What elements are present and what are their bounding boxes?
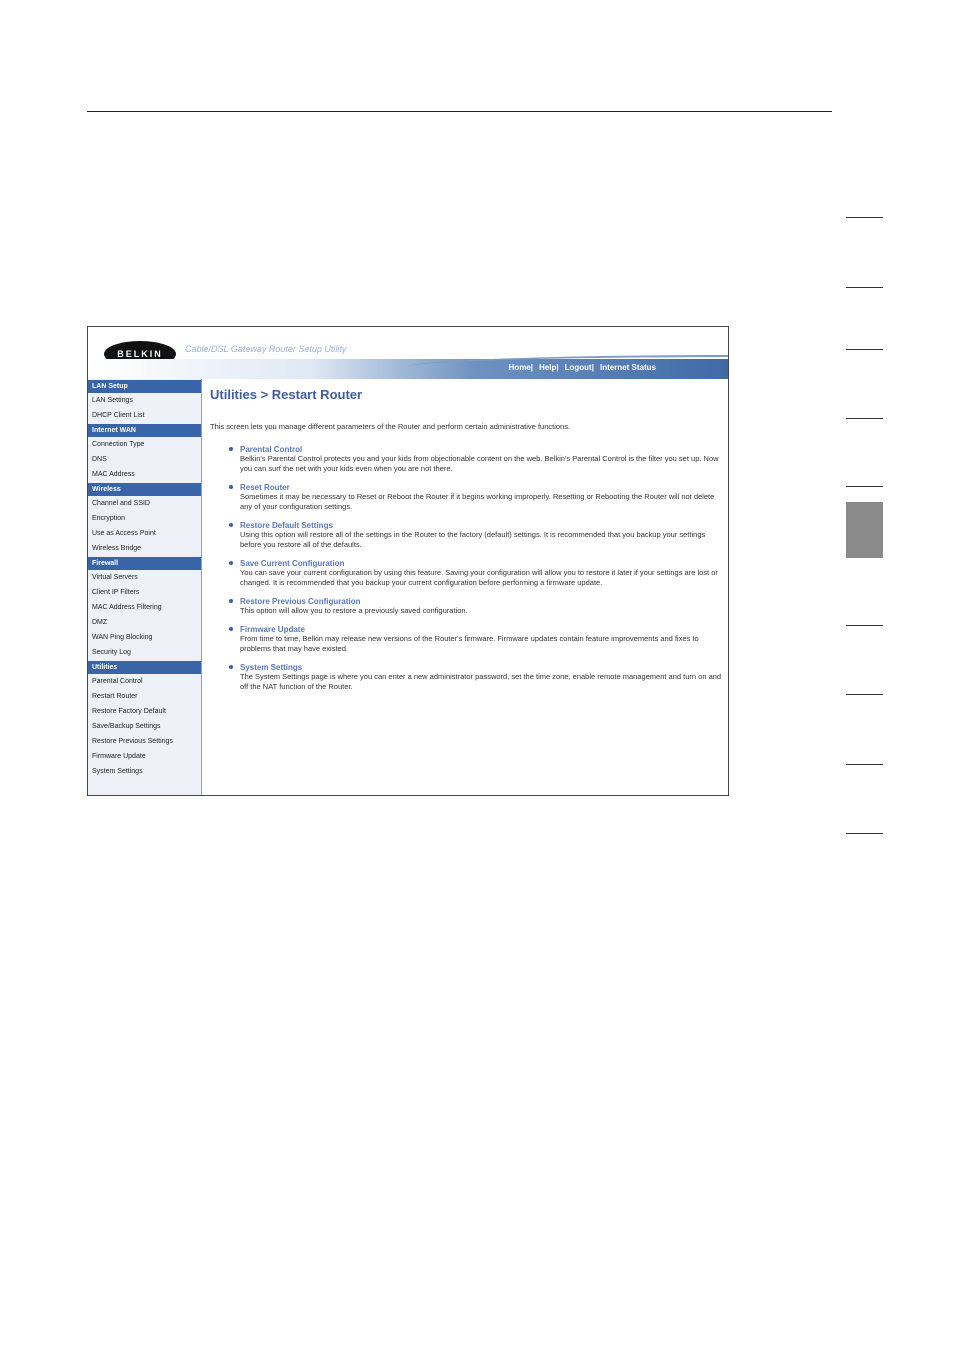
sidebar-item[interactable]: Restore Previous Settings [92,738,173,745]
header-links: Home| Help| Logout| Internet Status [508,363,656,372]
utility-description: Using this option will restore all of the settings in the Router to the factory (default) settings. It is recommended that you backup your settings before you restore all of the defaults. [240,530,706,549]
utility-description: This option will allow you to restore a previously saved configuration. [240,606,468,615]
sidebar-item[interactable]: Restart Router [92,693,138,700]
section-tab-10 [846,833,883,834]
utility-entry [210,445,725,474]
sidebar-section-header: Utilities [88,661,201,674]
sidebar-item[interactable]: System Settings [92,768,143,775]
utility-link[interactable]: Firmware Update [240,625,305,634]
bullet-icon [229,627,233,631]
page-top-rule [87,111,832,112]
utility-link[interactable]: Reset Router [240,483,290,492]
internet-status-link[interactable]: Internet Status [599,363,656,372]
sidebar-item[interactable]: MAC Address Filtering [92,604,162,611]
bullet-icon [229,523,233,527]
section-tab-3 [846,349,883,350]
sidebar-item[interactable]: Parental Control [92,678,143,685]
utility-link[interactable]: Parental Control [240,445,303,454]
intro-text: This screen lets you manage different parameters of the Router and perform certain administrative functions. [210,422,571,431]
logout-link[interactable]: Logout [564,363,592,372]
sidebar-item[interactable]: Connection Type [92,441,145,448]
section-tab-active [846,502,883,558]
main-content [210,387,725,701]
sidebar-item[interactable]: DNS [92,456,107,463]
sidebar-item[interactable]: MAC Address [92,471,135,478]
sidebar-item[interactable]: LAN Settings [92,397,133,404]
utility-link[interactable]: Save Current Configuration [240,559,345,568]
sidebar-section-header: Wireless [88,483,201,496]
sidebar-item[interactable]: DHCP Client List [92,412,145,419]
utility-description: You can save your current configuration by using this feature. Saving your configuration will allow you to restore it later if your settings are lost or changed. It is recommended that you backup your current configuration before performing a firmware update. [240,568,718,587]
utility-entry [210,597,725,616]
bullet-icon [229,665,233,669]
home-link[interactable]: Home [508,363,531,372]
bullet-icon [229,447,233,451]
utility-entry [210,521,725,550]
sidebar-item[interactable]: Channel and SSID [92,500,150,507]
section-tab-7 [846,625,883,626]
section-tab-1 [846,217,883,218]
bullet-icon [229,599,233,603]
router-header [88,327,728,379]
utility-entry [210,483,725,512]
sidebar-item[interactable]: Virtual Servers [92,574,138,581]
utility-description: From time to time, Belkin may release new versions of the Router's firmware. Firmware updates contain feature improvements and fixes to problems that may have existed. [240,634,699,653]
sidebar-section-header: Internet WAN [88,424,201,437]
bullet-icon [229,561,233,565]
bullet-icon [229,485,233,489]
section-tab-8 [846,694,883,695]
sidebar-item[interactable]: Restore Factory Default [92,708,166,715]
sidebar-item[interactable]: Use as Access Point [92,530,156,537]
utility-entry [210,625,725,654]
sidebar-item[interactable]: Wireless Bridge [92,545,142,552]
sidebar-item[interactable]: Security Log [92,649,131,656]
sidebar-item[interactable]: Save/Backup Settings [92,723,161,730]
utility-link[interactable]: System Settings [240,663,303,672]
utility-entry [210,663,725,692]
sidebar-item[interactable]: WAN Ping Blocking [92,634,153,641]
utility-entry [210,559,725,588]
utility-description: The System Settings page is where you can enter a new administrator password, set the time zone, enable remote management and turn on and off the NAT function of the Router. [240,672,722,691]
section-tab-5 [846,486,883,487]
sidebar-item[interactable]: Firmware Update [92,753,146,760]
sidebar-section-header: LAN Setup [88,380,201,393]
app-title: Cable/DSL Gateway Router Setup Utility [185,344,347,354]
sidebar-item[interactable]: Client IP Filters [92,589,140,596]
section-tab-2 [846,287,883,288]
section-tab-4 [846,418,883,419]
router-ui-screenshot [87,326,729,796]
sidebar-item[interactable]: Encryption [92,515,126,522]
section-tab-9 [846,764,883,765]
utility-link[interactable]: Restore Previous Configuration [240,597,361,606]
sidebar-nav [88,379,202,796]
page-title: Utilities > Restart Router [210,387,363,402]
sidebar-section-header: Firewall [88,557,201,570]
belkin-logo: BELKIN [104,341,176,367]
utility-description: Belkin's Parental Control protects you and your kids from objectionable content on the web. Belkin's Parental Control is the filter you set up. Now you can surf the net with your kids even when you are not there. [240,454,719,473]
utility-list [210,445,725,692]
sidebar-item[interactable]: DMZ [92,619,108,626]
help-link[interactable]: Help [539,363,557,372]
utility-description: Sometimes it may be necessary to Reset or Reboot the Router if it begins working improperly. Resetting or Rebooting the Router will not delete any of your configuration settings. [240,492,715,511]
utility-link[interactable]: Restore Default Settings [240,521,333,530]
